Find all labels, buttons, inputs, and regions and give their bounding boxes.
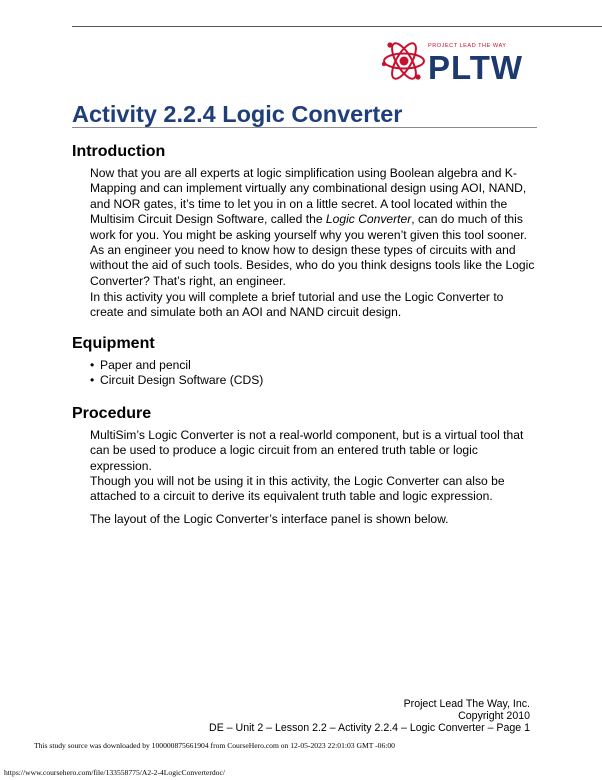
logic-converter-emphasis: Logic Converter [325,212,412,227]
logo-wordmark: PLTW [428,49,524,86]
introduction-heading: Introduction [72,143,166,160]
procedure-heading: Procedure [72,405,152,422]
procedure-paragraph-1: MultiSim’s Logic Converter is not a real-world component, but is a virtual tool that can be used to produce a logic circuit from an entered truth table or logic expression. [90,428,524,473]
introduction-paragraph-1 [90,166,535,289]
logo-tagline: PROJECT LEAD THE WAY [428,43,507,49]
procedure-paragraph-3: The layout of the Logic Converter’s interface panel is shown below. [90,512,449,526]
source-url[interactable]: https://www.coursehero.com/file/133558775/A2-2-4LogicConverterdoc/ [4,768,225,777]
title-underline [72,127,537,128]
footer-course: DE – Unit 2 – Lesson 2.2 – Activity 2.2.4 – Logic Converter – Page 1 [209,722,530,734]
introduction-paragraph-2: In this activity you will complete a brief tutorial and use the Logic Converter to create and simulate both an AOI and NAND circuit design. [90,290,504,320]
page-title: Activity 2.2.4 Logic Converter [72,101,403,127]
footer-copyright: Copyright 2010 [458,710,530,722]
list-item: • Circuit Design Software (CDS) [90,373,263,388]
equipment-heading: Equipment [72,335,155,352]
source-note: This study source was downloaded by 100000875661904 from CourseHero.com on 12-05-2023 22:01:03 GMT -06:00 [34,741,395,750]
procedure-paragraph-2: Though you will not be using it in this activity, the Logic Converter can also be attached to a circuit to derive its equivalent truth table and logic expression. [90,474,505,504]
footer-org: Project Lead The Way, Inc. [403,698,530,710]
list-item: • Paper and pencil [90,358,263,373]
intro-text-after: , can do much of this work for you. You might be asking yourself why you weren’t given this tool sooner. As an engineer you need to know how to design these types of circuits with and without the aid of such tools. Besides, who do you think designs tools like the Logic Converter? That’s right, an engineer. [90,212,535,288]
equipment-list [90,358,263,389]
header-rule [72,26,602,27]
intro-text-before: Now that you are all experts at logic simplification using Boolean algebra and K-Mapping and can implement virtually any combinational design using AOI, NAND, and NOR gates, it’s time to let you in on a little secret. A tool located within the Multisim Circuit Design Software, called the [90,166,527,227]
